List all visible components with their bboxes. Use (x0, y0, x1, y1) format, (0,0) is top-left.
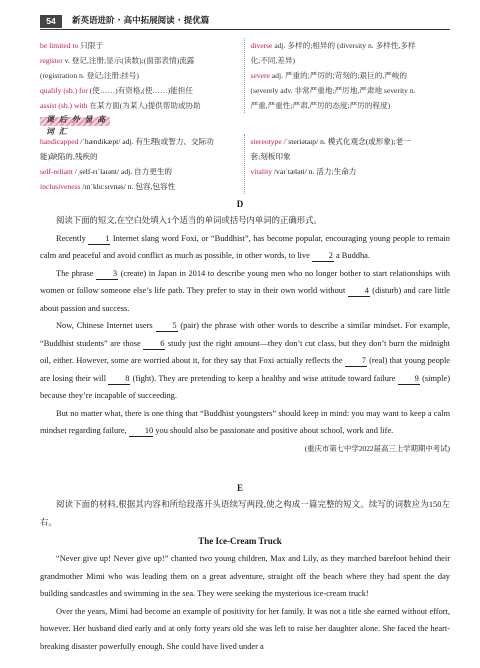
answer-blank[interactable]: 6 (143, 338, 165, 350)
vocab-entry: assist (sb.) with 在某方面(为某人)提供帮助或协助 (40, 101, 201, 110)
section-instruction: 阅读下面的材料,根据其内容和所给段落开头语续写两段,使之构成一篇完整的短文。续写的词数应为150左右。 (40, 500, 450, 527)
passage-paragraph: The phrase 3 (create) in Japan in 2014 to describe young men who no longer bother to start relationships with women or follow someone else’s life path. They prefer to stay in their own world without 4 (disturb) and care little about passion and success. (40, 268, 450, 313)
vocab-section-banner (40, 114, 112, 136)
banner-label: 课 后 外 显 高 词 汇 (46, 115, 107, 136)
vocab-box-top (40, 38, 448, 113)
section-letter-e: E (236, 483, 243, 493)
vocab-column-right (244, 134, 449, 194)
section-letter-d: D (236, 199, 244, 209)
page-header (40, 14, 450, 30)
passage-paragraph: Recently 1 Internet slang word Foxi, or “Buddhist”, has become popular, encouraging young people to remain calm and peaceful and avoid conflict as much as possible, in other words, to live 2 a Buddha. (40, 233, 450, 260)
source-citation: (重庆市第七中学2022届高三上学期期中考试) (304, 443, 450, 453)
vocab-entry: diverse adj. 多样的;相异的 (diversity n. 多样性,多样 (250, 41, 416, 50)
vocab-entry: inclusiveness /ɪnˈkluːsɪvnəs/ n. 包容,包容性 (40, 182, 176, 191)
story-paragraph: “Never give up! Never give up!” chanted two young children, Max and Lily, as they marched barefoot behind their grandmother Mimi who was leading them on a great adventure, straight off the beach where they had spent the day building sandcastles and swimming in the sea. They were seeking the mysterious ice-cream truck! (40, 554, 450, 598)
vocab-entry: vitality /vaɪˈtæləti/ n. 活力;生命力 (250, 167, 357, 176)
vocab-entry: (registration n. 登记;注册;挂号) (40, 71, 139, 80)
answer-blank[interactable]: 10 (129, 425, 153, 437)
vocab-column-left (40, 38, 244, 113)
section-d-passage (40, 212, 450, 457)
story-title: The Ice-Cream Truck (198, 536, 282, 546)
answer-blank[interactable]: 7 (345, 355, 367, 367)
vocab-entry: 化;不同,差异) (250, 56, 296, 65)
answer-blank[interactable]: 3 (96, 268, 118, 280)
section-e-passage (40, 496, 450, 531)
page-number: 54 (40, 15, 62, 28)
answer-blank[interactable]: 9 (398, 373, 420, 385)
vocab-column-right (244, 38, 449, 113)
answer-blank[interactable]: 2 (312, 250, 334, 262)
vocab-entry: qualify (sb.) for (使……)有资格,(使……)能担任 (40, 86, 193, 95)
passage-paragraph: But no matter what, there is one thing that “Buddhist youngsters” should keep in mind: you may want to keep a calm mindset regarding failure, 10 you should also be passionate and positive about school, work and life. (重庆市第七中学2022届高三上学期期中考试) (40, 405, 450, 440)
vocab-entry: handicapped /ˈhændikæpt/ adj. 有生理(或智力、交际功 (40, 137, 214, 146)
answer-blank[interactable]: 5 (156, 320, 178, 332)
vocab-entry: 套;刻板印象 (250, 152, 291, 161)
vocab-entry: self-reliant /ˌself-rɪˈlaɪənt/ adj. 自力更生的 (40, 167, 173, 176)
vocab-column-left (40, 134, 244, 194)
answer-blank[interactable]: 1 (88, 233, 110, 245)
passage-paragraph: Now, Chinese Internet users 5 (pair) the phrase with other words to describe a similar mindset. For example, “Buddhist students” are those 6 study just the right amount—they don’t cut class, but they don’t burn the midnight oil, either. However, some are worried about it, for they say that Foxi actually reflects the 7 (real) that young people are losing their will 8 (fight). They are pretending to keep a healthy and wise attitude toward failure 9 (simple) because they’re incapable of succeeding. (40, 321, 450, 400)
book-title: 新英语进阶 · 高中拓展阅读 · 提优篇 (72, 16, 210, 26)
vocab-entry: (severely adv. 非常严重地;严厉地,严肃地 severity n. (250, 86, 416, 95)
vocab-entry: 能)缺陷的,残疾的 (40, 152, 98, 161)
vocab-entry: be limited to 只限于 (40, 41, 104, 50)
answer-blank[interactable]: 4 (348, 285, 370, 297)
vocab-box-bottom (40, 134, 448, 194)
story-paragraph: Over the years, Mimi had become an example of positivity for her family. It was not a title she earned without effort, however. Her husband died early and at only forty years old she was left to raise her daughter alone. She faced the heart-breaking disaster powerfully enough. She could have lived under a (40, 606, 450, 651)
section-instruction: 阅读下面的短文,在空白处填入1个适当的单词或括号内单词的正确形式。 (56, 216, 322, 225)
vocab-entry: severe adj. 严重的;严厉的;苛刻的;艰巨的,严峻的 (250, 71, 408, 80)
story-body (40, 550, 450, 655)
answer-blank[interactable]: 8 (108, 373, 130, 385)
vocab-entry: stereotype /ˈsteriətaɪp/ n. 模式化观念(或形象);老一 (250, 137, 411, 146)
vocab-entry: 严重,严重性;严肃,严厉的态度;严厉的程度) (250, 101, 391, 110)
vocab-entry: register v. 登记,注册;显示(读数);(面部表情)流露 (40, 56, 195, 65)
